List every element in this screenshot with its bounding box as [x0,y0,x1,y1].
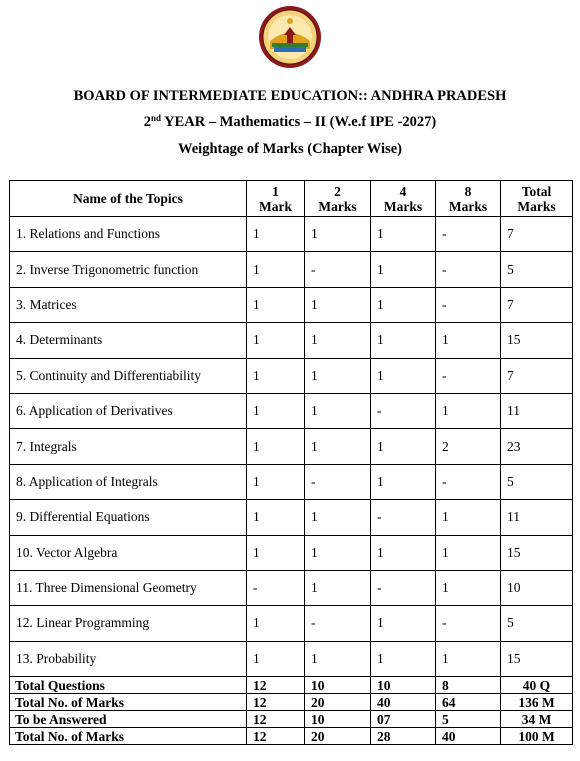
marks-cell: 12 [247,711,305,728]
marks-cell: 1 [371,358,436,393]
marks-cell: 11 [501,393,573,428]
column-header: 1 Mark [247,181,305,217]
exam-title-rest: YEAR – Mathematics – II (W.e.f IPE -2027) [161,114,437,130]
marks-cell: 23 [501,429,573,464]
marks-cell: 7 [501,358,573,393]
marks-cell: 15 [501,535,573,570]
marks-cell: - [436,464,501,499]
marks-cell: 1 [371,464,436,499]
marks-cell: 2 [436,429,501,464]
topic-cell: 1. Relations and Functions [10,217,247,252]
marks-cell: 20 [305,728,371,745]
marks-cell: 15 [501,323,573,358]
marks-cell: 10 [501,570,573,605]
board-title: BOARD OF INTERMEDIATE EDUCATION:: ANDHRA PRADESH [73,88,507,104]
totals-row [10,728,573,745]
marks-cell: 1 [371,287,436,322]
marks-cell: 1 [305,429,371,464]
marks-cell: 1 [247,252,305,287]
topic-cell: 7. Integrals [10,429,247,464]
marks-cell: 1 [436,641,501,676]
table-row [10,464,573,499]
marks-cell: 1 [247,287,305,322]
marks-cell: 1 [305,323,371,358]
marks-cell: - [371,393,436,428]
marks-cell: 1 [371,641,436,676]
marks-cell: 1 [371,429,436,464]
marks-cell: 1 [371,252,436,287]
totals-label-cell: Total No. of Marks [10,694,247,711]
marks-cell: 64 [436,694,501,711]
marks-cell: 1 [371,323,436,358]
marks-cell: 10 [305,711,371,728]
marks-cell: 40 [371,694,436,711]
marks-cell: 1 [436,500,501,535]
marks-cell: 136 M [501,694,573,711]
totals-label-cell: Total Questions [10,677,247,694]
table-row [10,323,573,358]
table-row [10,641,573,676]
marks-cell: 7 [501,217,573,252]
marks-cell: - [371,570,436,605]
marks-cell: 1 [247,358,305,393]
marks-cell: 1 [247,323,305,358]
marks-cell: 1 [305,358,371,393]
topic-cell: 5. Continuity and Differentiability [10,358,247,393]
totals-row [10,677,573,694]
marks-cell: 1 [247,641,305,676]
marks-cell: 1 [305,500,371,535]
marks-cell: 1 [305,570,371,605]
marks-cell: 40 [436,728,501,745]
marks-cell: 1 [436,393,501,428]
column-header: 8 Marks [436,181,501,217]
marks-cell: 1 [436,323,501,358]
column-header: Total Marks [501,181,573,217]
marks-cell: 1 [371,217,436,252]
table-row [10,500,573,535]
marks-cell: - [371,500,436,535]
marks-cell: 1 [247,500,305,535]
marks-cell: 12 [247,677,305,694]
marks-cell: 1 [305,287,371,322]
marks-cell: 1 [247,429,305,464]
marks-cell: 1 [436,570,501,605]
table-row [10,393,573,428]
marks-cell: 1 [305,641,371,676]
table-row [10,358,573,393]
marks-cell: - [305,464,371,499]
column-header: Name of the Topics [10,181,247,217]
column-header: 2 Marks [305,181,371,217]
marks-cell: 10 [305,677,371,694]
marks-cell: 1 [436,535,501,570]
marks-cell: 5 [501,464,573,499]
marks-cell: 1 [247,393,305,428]
marks-cell: 28 [371,728,436,745]
totals-row [10,694,573,711]
marks-cell: 1 [247,535,305,570]
marks-cell: 40 Q [501,677,573,694]
table-header-row [10,181,573,217]
marks-cell: 100 M [501,728,573,745]
table-row [10,287,573,322]
topic-cell: 2. Inverse Trigonometric function [10,252,247,287]
marks-cell: 12 [247,694,305,711]
topic-cell: 10. Vector Algebra [10,535,247,570]
marks-cell: 10 [371,677,436,694]
column-header: 4 Marks [371,181,436,217]
marks-cell: 34 M [501,711,573,728]
marks-cell: - [436,287,501,322]
marks-cell: - [436,606,501,641]
table-row [10,535,573,570]
marks-cell: 20 [305,694,371,711]
marks-cell: 1 [305,535,371,570]
table-row [10,217,573,252]
table-row [10,570,573,605]
marks-cell: 1 [247,217,305,252]
table-row [10,429,573,464]
marks-cell: 1 [371,606,436,641]
topic-cell: 9. Differential Equations [10,500,247,535]
marks-cell: 8 [436,677,501,694]
marks-cell: - [436,217,501,252]
totals-label-cell: Total No. of Marks [10,728,247,745]
topic-cell: 6. Application of Derivatives [10,393,247,428]
board-seal-icon [258,5,322,69]
marks-cell: 1 [247,606,305,641]
totals-label-cell: To be Answered [10,711,247,728]
marks-cell: 1 [305,393,371,428]
year-number: 2 [143,114,152,130]
topic-cell: 13. Probability [10,641,247,676]
marks-cell: 1 [247,464,305,499]
topic-cell: 12. Linear Programming [10,606,247,641]
topic-cell: 4. Determinants [10,323,247,358]
totals-row [10,711,573,728]
marks-cell: 15 [501,641,573,676]
marks-cell: - [436,358,501,393]
table-row [10,606,573,641]
marks-cell: 5 [501,252,573,287]
marks-cell: 11 [501,500,573,535]
marks-cell: - [247,570,305,605]
weightage-table [9,180,573,745]
marks-cell: 1 [371,535,436,570]
marks-cell: - [305,606,371,641]
marks-cell: 5 [501,606,573,641]
marks-cell: - [305,252,371,287]
year-suffix: nd [151,113,162,123]
topic-cell: 3. Matrices [10,287,247,322]
marks-cell: - [436,252,501,287]
topic-cell: 8. Application of Integrals [10,464,247,499]
marks-cell: 12 [247,728,305,745]
exam-title [0,113,580,131]
marks-cell: 5 [436,711,501,728]
marks-cell: 1 [305,217,371,252]
table-row [10,252,573,287]
page-subtitle: Weightage of Marks (Chapter Wise) [178,141,402,157]
topic-cell: 11. Three Dimensional Geometry [10,570,247,605]
marks-cell: 07 [371,711,436,728]
marks-cell: 7 [501,287,573,322]
